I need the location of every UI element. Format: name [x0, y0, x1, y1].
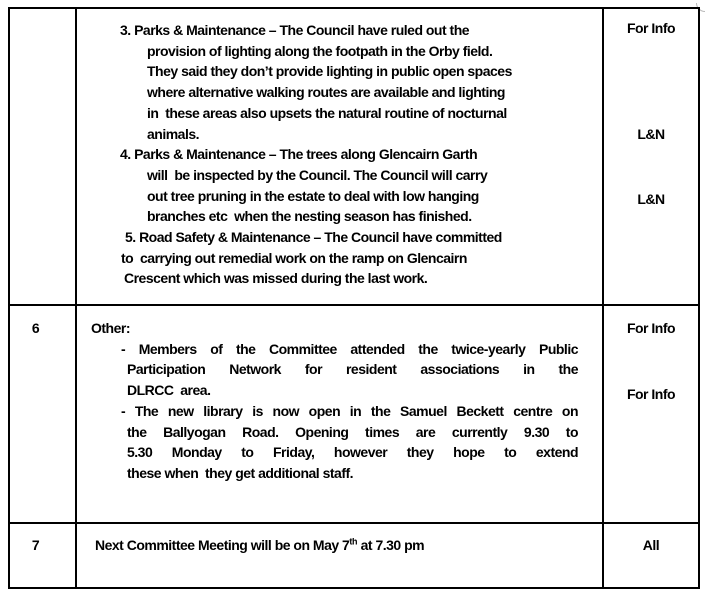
content-line: the Ballyogan Road. Opening times are currently 9.30 to — [127, 423, 578, 440]
next-meeting-line — [77, 535, 602, 556]
content-line: 4. Parks & Maintenance – The trees along Glencairn Garth — [120, 146, 478, 163]
item-number: 7 — [31, 537, 40, 553]
status-badge: All — [642, 537, 660, 553]
action-cell — [604, 9, 698, 304]
content-line: will be inspected by the Council. The Council will carry — [147, 166, 488, 183]
table-row-item-6 — [10, 306, 698, 524]
content-line: 5. Road Safety & Maintenance – The Council have committed — [125, 229, 502, 246]
content-line: DLRCC area. — [127, 382, 211, 399]
content-line: 3. Parks & Maintenance – The Council have ruled out the — [120, 22, 470, 38]
status-badge: L&N — [637, 126, 665, 142]
content-line: these when they get additional staff. — [127, 464, 354, 481]
table-row-items-3-5 — [10, 9, 698, 306]
next-meeting-text: at 7.30 pm — [357, 537, 425, 553]
content-line: They said they don’t provide lighting in public open spaces — [147, 63, 512, 80]
next-meeting-text: Next Committee Meeting will be on May 7 — [95, 537, 350, 553]
content-line: 5.30 Monday to Friday, however they hope to extend — [127, 444, 578, 461]
item-number: 6 — [31, 320, 40, 336]
item-content-cell — [77, 306, 604, 522]
content-line: - The new library is now open in the Samuel Beckett centre on — [121, 402, 578, 419]
minutes-table — [8, 7, 700, 589]
status-badge: L&N — [637, 191, 665, 207]
content-line: animals. — [147, 125, 200, 142]
content-line: provision of lighting along the footpath in the Orby field. — [147, 42, 493, 59]
table-row-item-7 — [10, 524, 698, 587]
content-line: out tree pruning in the estate to deal with low hanging — [147, 187, 479, 204]
item-content-cell — [77, 9, 604, 304]
content-line: Participation Network for resident associations in the — [127, 361, 578, 378]
content-line: Crescent which was missed during the last work. — [124, 270, 428, 287]
content-line: - Members of the Committee attended the twice-yearly Public — [121, 340, 578, 357]
content-line: where alternative walking routes are available and lighting — [147, 84, 505, 101]
status-badge: For Info — [626, 20, 676, 36]
ordinal-superscript: th — [349, 536, 358, 547]
action-cell — [604, 524, 698, 587]
content-line: Other: — [91, 320, 130, 336]
action-cell — [604, 306, 698, 522]
content-line: to carrying out remedial work on the ramp on Glencairn — [121, 249, 467, 266]
content-line: branches etc when the nesting season has finished. — [147, 208, 472, 225]
item-number-cell — [10, 9, 77, 304]
item-content-cell — [77, 524, 604, 587]
status-badge: For Info — [626, 386, 676, 402]
item-number-cell — [10, 524, 77, 587]
content-line: in these areas also upsets the natural routine of nocturnal — [147, 104, 507, 121]
status-badge: For Info — [626, 320, 676, 336]
item-number-cell — [10, 306, 77, 522]
